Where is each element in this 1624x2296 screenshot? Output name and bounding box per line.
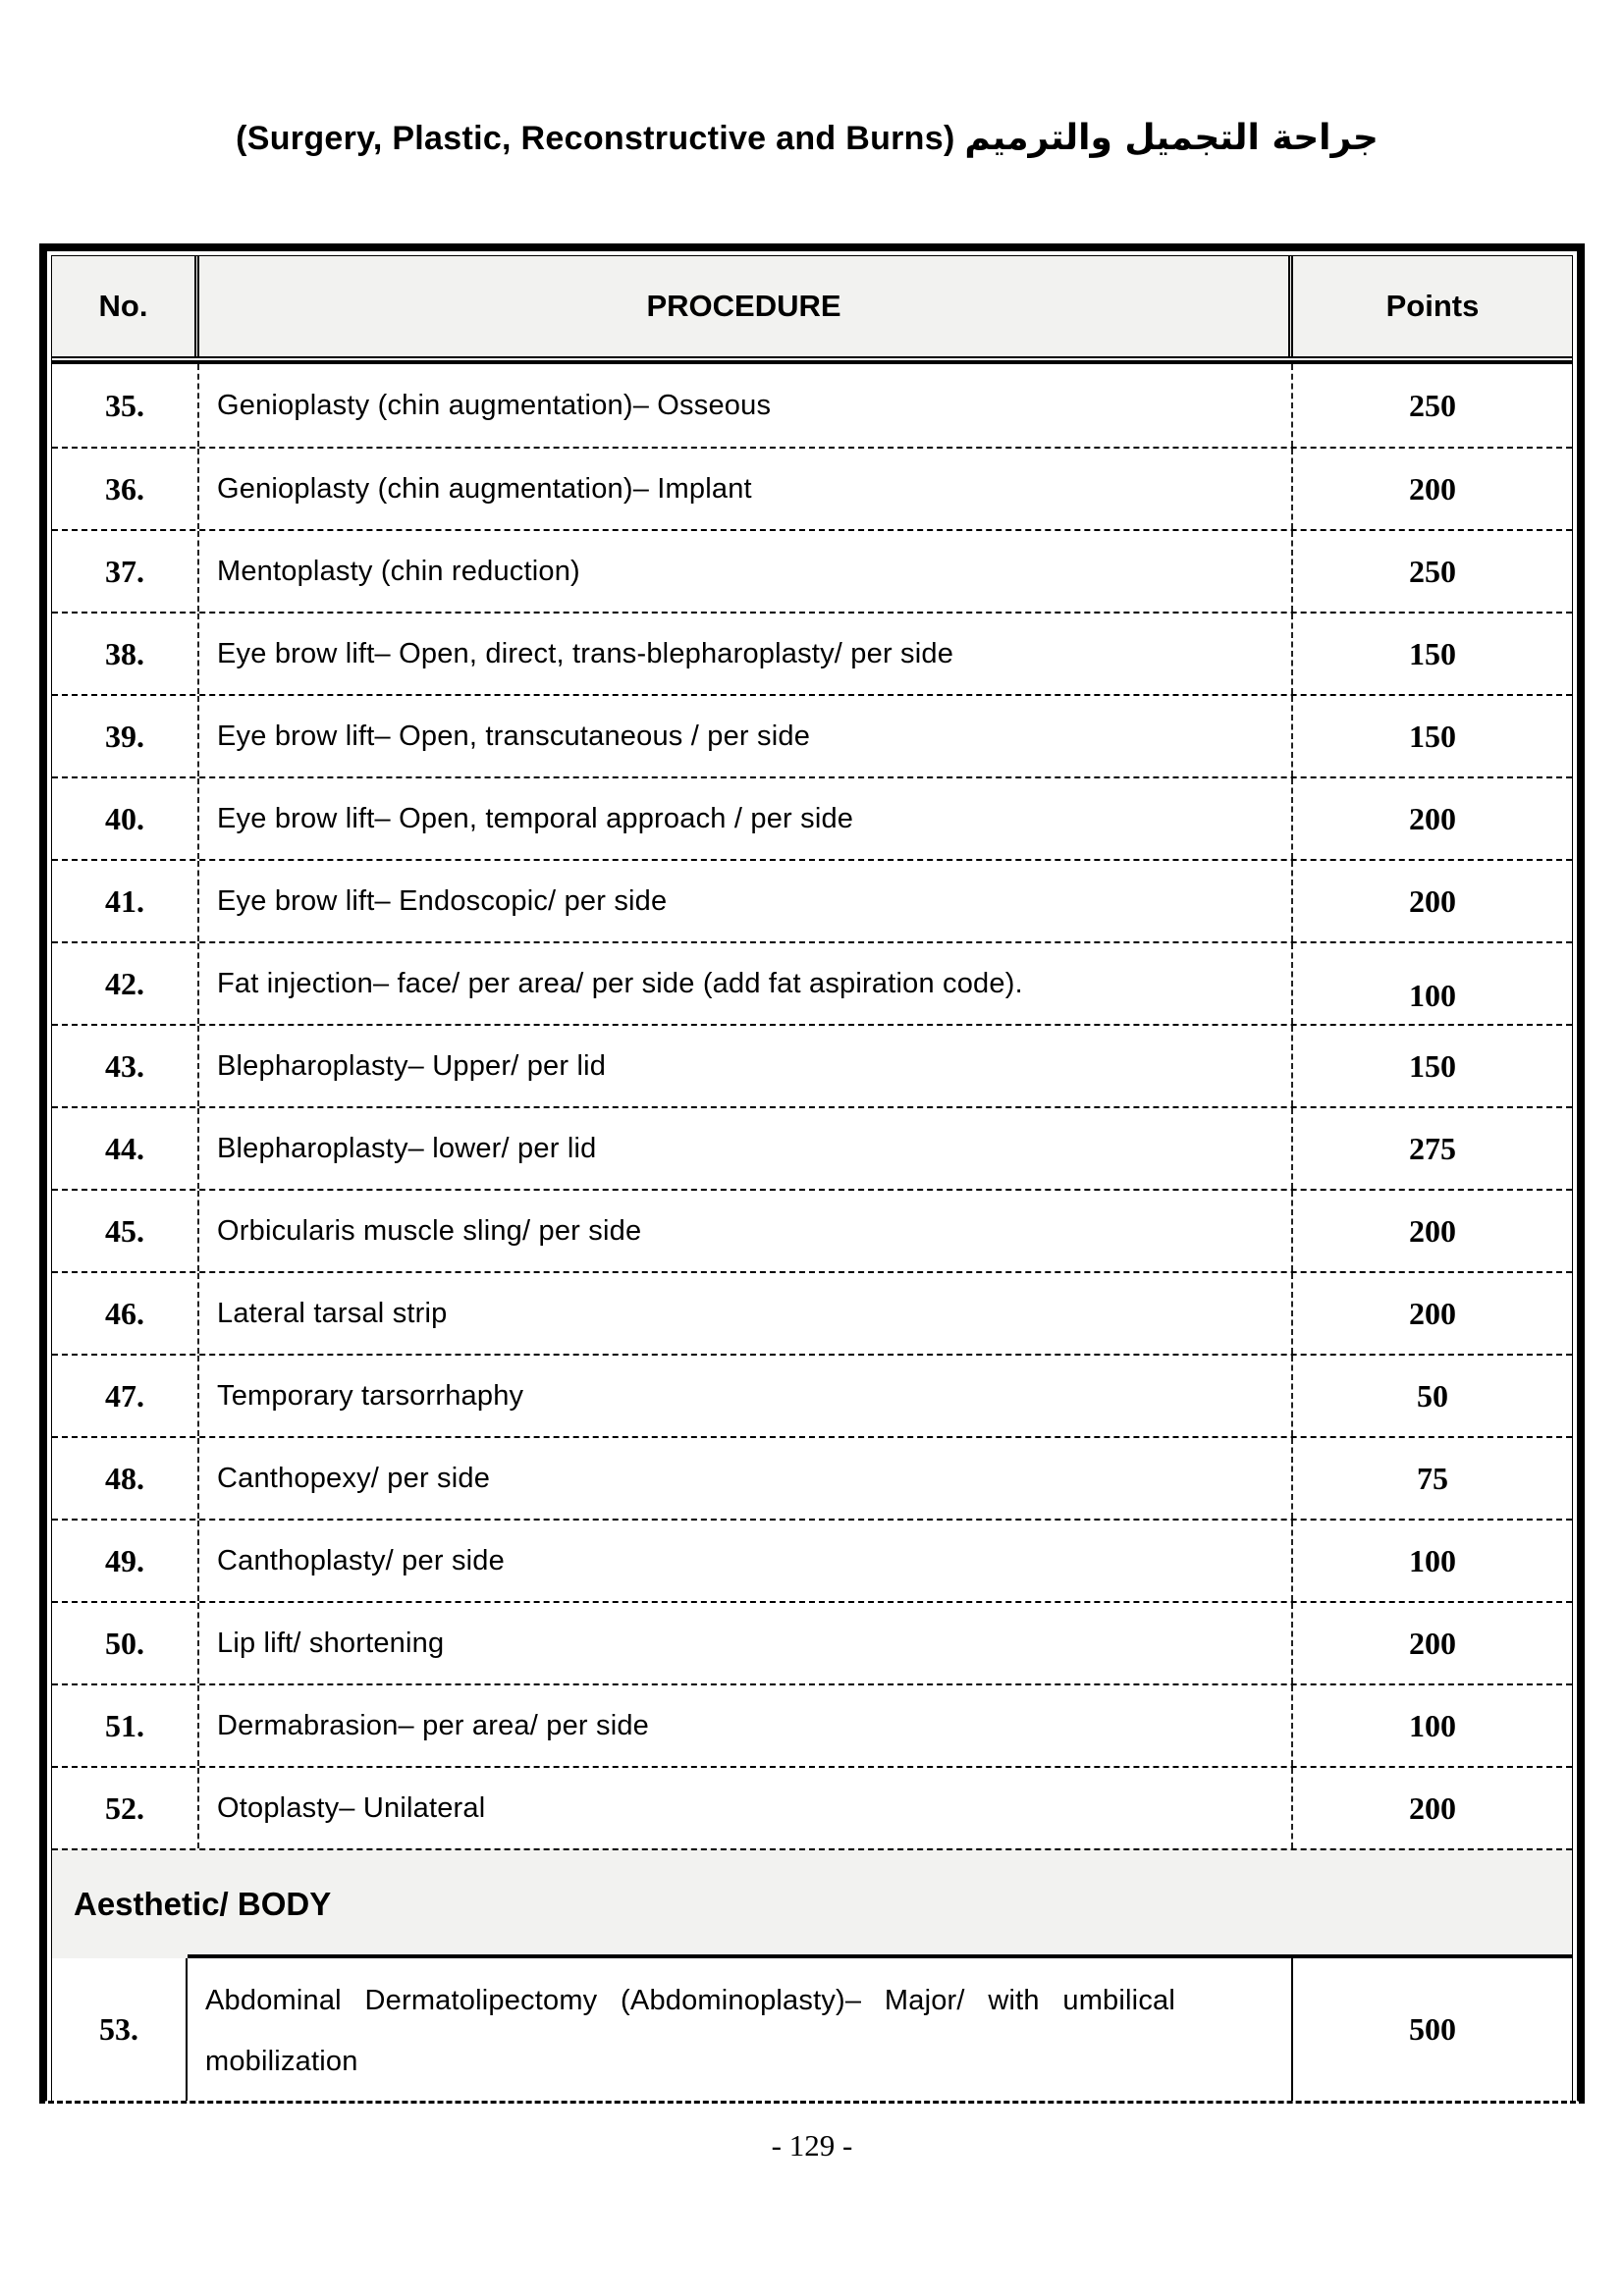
row-number-cell: 50. (52, 1603, 199, 1683)
procedure-cell: Eye brow lift– Open, direct, trans-blepharoplasty/ per side (199, 614, 1293, 694)
section-header-aesthetic-body (52, 1848, 1572, 1958)
procedure-cell: Mentoplasty (chin reduction) (199, 531, 1293, 612)
procedure-cell: Genioplasty (chin augmentation)– Implant (199, 449, 1293, 529)
procedure-cell: Eye brow lift– Endoscopic/ per side (199, 861, 1293, 941)
procedure-cell: Eye brow lift– Open, temporal approach / per side (199, 778, 1293, 859)
procedure-cell: Blepharoplasty– Upper/ per lid (199, 1026, 1293, 1106)
table-row (52, 529, 1572, 612)
page-number: - 129 - (771, 2128, 853, 2163)
row-number-cell: 41. (52, 861, 199, 941)
procedure-cell: Canthoplasty/ per side (199, 1521, 1293, 1601)
row-number-cell: 45. (52, 1191, 199, 1271)
row-number-cell: 44. (52, 1108, 199, 1189)
row-number-cell: 37. (52, 531, 199, 612)
procedure-cell: Abdominal Dermatolipectomy (Abdominoplasty)– Major/ with umbilical mobilization (188, 1958, 1293, 2101)
procedure-cell: Orbicularis muscle sling/ per side (199, 1191, 1293, 1271)
points-cell: 200 (1409, 1789, 1456, 1826)
table-row (52, 364, 1572, 447)
column-header-procedure: PROCEDURE (199, 256, 1293, 356)
row-number-cell: 51. (52, 1685, 199, 1766)
points-cell: 150 (1409, 1047, 1456, 1084)
points-cell: 500 (1293, 1958, 1572, 2101)
procedure-cell: Lateral tarsal strip (199, 1273, 1293, 1354)
table-header-row (52, 256, 1572, 356)
table-row (52, 1683, 1572, 1766)
procedures-table (39, 243, 1585, 2104)
points-cell: 100 (1409, 1707, 1456, 1743)
column-header-no: No. (52, 256, 199, 356)
points-cell: 200 (1409, 1212, 1456, 1249)
procedure-cell: Fat injection– face/ per area/ per side (add fat aspiration code). (199, 943, 1293, 1024)
table-row (52, 859, 1572, 941)
page-title (0, 118, 1624, 158)
row-number-cell: 40. (52, 778, 199, 859)
table-row (52, 1271, 1572, 1354)
table-row (52, 1106, 1572, 1189)
row-number-cell: 35. (52, 364, 199, 447)
table-row (52, 1024, 1572, 1106)
page-title-english: (Surgery, Plastic, Reconstructive and Burns) (236, 120, 955, 157)
row-number-cell: 52. (52, 1768, 199, 1848)
points-cell: 200 (1409, 800, 1456, 836)
row-number-cell: 48. (52, 1438, 199, 1519)
points-cell: 200 (1409, 1295, 1456, 1331)
points-cell: 150 (1409, 635, 1456, 671)
procedure-cell: Canthopexy/ per side (199, 1438, 1293, 1519)
table-body (52, 364, 1572, 1848)
procedure-cell: Dermabrasion– per area/ per side (199, 1685, 1293, 1766)
procedure-cell: Genioplasty (chin augmentation)– Osseous (199, 364, 1293, 447)
table-row (52, 1354, 1572, 1436)
row-number-cell: 47. (52, 1356, 199, 1436)
procedure-cell: Temporary tarsorrhaphy (199, 1356, 1293, 1436)
points-cell: 250 (1409, 553, 1456, 589)
section-header-label: Aesthetic/ BODY (74, 1886, 332, 1922)
row-number-cell: 49. (52, 1521, 199, 1601)
row-number-cell: 36. (52, 449, 199, 529)
procedure-cell: Eye brow lift– Open, transcutaneous / per side (199, 696, 1293, 776)
points-cell: 275 (1409, 1130, 1456, 1166)
column-header-points: Points (1385, 289, 1480, 323)
table-row (52, 1601, 1572, 1683)
procedures-table-inner (51, 255, 1573, 2101)
table-row (52, 1958, 1572, 2101)
table-body-aesthetic (52, 1958, 1572, 2101)
table-row (52, 447, 1572, 529)
table-row (52, 941, 1572, 1024)
points-cell: 150 (1409, 718, 1456, 754)
points-cell: 250 (1409, 387, 1456, 423)
row-number-cell: 53. (52, 1958, 188, 2101)
row-number-cell: 39. (52, 696, 199, 776)
table-row (52, 1189, 1572, 1271)
page-title-arabic: جراحة التجميل والترميم (964, 118, 1379, 158)
procedure-cell: Blepharoplasty– lower/ per lid (199, 1108, 1293, 1189)
table-row (52, 694, 1572, 776)
procedure-cell: Otoplasty– Unilateral (199, 1768, 1293, 1848)
points-cell: 50 (1417, 1377, 1448, 1414)
table-row (52, 1766, 1572, 1848)
table-row (52, 776, 1572, 859)
points-cell: 100 (1409, 1542, 1456, 1578)
points-cell: 200 (1409, 882, 1456, 919)
row-number-cell: 38. (52, 614, 199, 694)
row-number-cell: 43. (52, 1026, 199, 1106)
points-cell: 75 (1417, 1460, 1448, 1496)
procedure-cell: Lip lift/ shortening (199, 1603, 1293, 1683)
table-row (52, 612, 1572, 694)
row-number-cell: 46. (52, 1273, 199, 1354)
row-number-cell: 42. (52, 943, 199, 1024)
table-row (52, 1436, 1572, 1519)
points-cell: 200 (1409, 470, 1456, 507)
points-cell: 100 (1409, 978, 1456, 1013)
points-cell: 200 (1409, 1625, 1456, 1661)
table-row (52, 1519, 1572, 1601)
